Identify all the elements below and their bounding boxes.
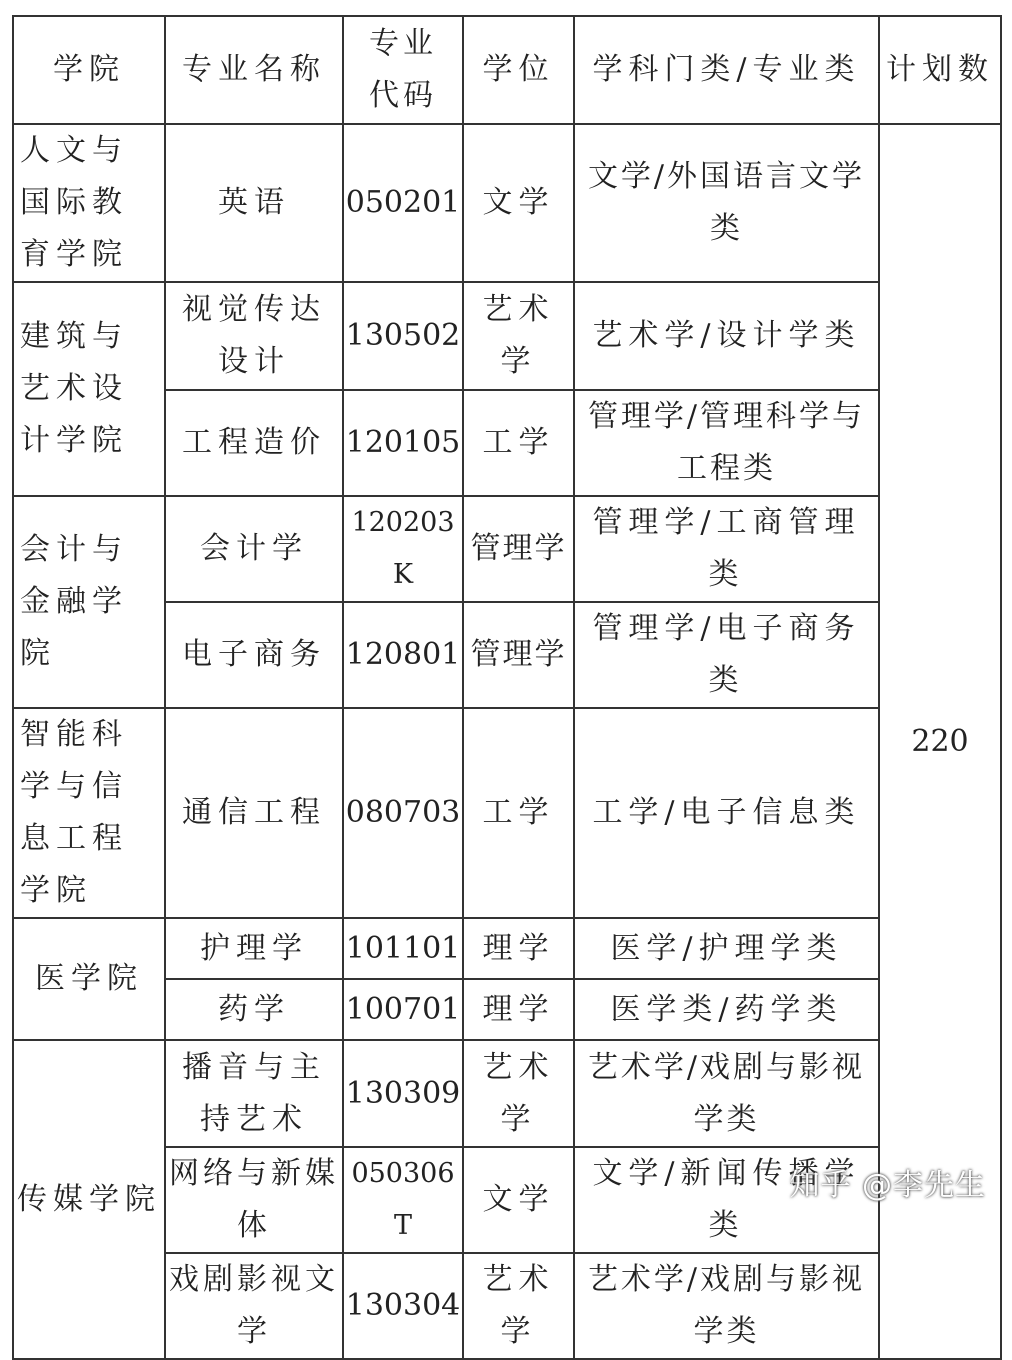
header-category: 学科门类/专业类 bbox=[574, 16, 879, 124]
category-cell: 管理学/工商管理类 bbox=[574, 496, 879, 602]
degree-cell: 管理学 bbox=[463, 496, 574, 602]
code-cell: 130309 bbox=[343, 1040, 463, 1147]
college-cell: 智能科学与信息工程学院 bbox=[13, 708, 165, 918]
category-cell: 工学/电子信息类 bbox=[574, 708, 879, 918]
degree-cell: 文学 bbox=[463, 124, 574, 282]
college-cell: 会计与金融学院 bbox=[13, 496, 165, 708]
category-cell: 文学/外国语言文学类 bbox=[574, 124, 879, 282]
code-cell: 120203K bbox=[343, 496, 463, 602]
code-cell: 101101 bbox=[343, 918, 463, 979]
category-cell: 艺术学/戏剧与影视学类 bbox=[574, 1040, 879, 1147]
table-row bbox=[13, 708, 1001, 918]
code-cell: 120105 bbox=[343, 390, 463, 496]
code-cell: 080703 bbox=[343, 708, 463, 918]
table-row bbox=[13, 918, 1001, 979]
category-cell: 艺术学/戏剧与影视学类 bbox=[574, 1253, 879, 1359]
header-degree: 学位 bbox=[463, 16, 574, 124]
code-cell: 100701 bbox=[343, 979, 463, 1040]
degree-cell: 工学 bbox=[463, 390, 574, 496]
major-cell: 护理学 bbox=[165, 918, 343, 979]
code-cell: 130304 bbox=[343, 1253, 463, 1359]
major-cell: 通信工程 bbox=[165, 708, 343, 918]
major-cell: 工程造价 bbox=[165, 390, 343, 496]
degree-cell: 理学 bbox=[463, 979, 574, 1040]
college-cell: 传媒学院 bbox=[13, 1040, 165, 1359]
plan-count-cell: 220 bbox=[879, 124, 1001, 1359]
major-cell: 网络与新媒体 bbox=[165, 1147, 343, 1253]
category-cell: 管理学/管理科学与工程类 bbox=[574, 390, 879, 496]
code-cell: 050201 bbox=[343, 124, 463, 282]
table-row bbox=[13, 124, 1001, 282]
college-cell: 人文与国际教育学院 bbox=[13, 124, 165, 282]
major-cell: 视觉传达设计 bbox=[165, 282, 343, 390]
category-cell: 文学/新闻传播学类 bbox=[574, 1147, 879, 1253]
header-college: 学院 bbox=[13, 16, 165, 124]
major-cell: 药学 bbox=[165, 979, 343, 1040]
college-cell: 医学院 bbox=[13, 918, 165, 1040]
degree-cell: 艺术学 bbox=[463, 282, 574, 390]
major-cell: 会计学 bbox=[165, 496, 343, 602]
major-cell: 英语 bbox=[165, 124, 343, 282]
code-cell: 050306T bbox=[343, 1147, 463, 1253]
degree-cell: 工学 bbox=[463, 708, 574, 918]
category-cell: 管理学/电子商务类 bbox=[574, 602, 879, 708]
table-row bbox=[13, 496, 1001, 602]
college-cell: 建筑与艺术设计学院 bbox=[13, 282, 165, 496]
degree-cell: 管理学 bbox=[463, 602, 574, 708]
category-cell: 艺术学/设计学类 bbox=[574, 282, 879, 390]
degree-cell: 艺术学 bbox=[463, 1040, 574, 1147]
zhihu-watermark: 知乎 @李先生 bbox=[789, 1168, 986, 1203]
major-cell: 播音与主持艺术 bbox=[165, 1040, 343, 1147]
category-cell: 医学类/药学类 bbox=[574, 979, 879, 1040]
table-row bbox=[13, 282, 1001, 390]
category-cell: 医学/护理学类 bbox=[574, 918, 879, 979]
table-row bbox=[13, 1040, 1001, 1147]
major-cell: 戏剧影视文学 bbox=[165, 1253, 343, 1359]
major-cell: 电子商务 bbox=[165, 602, 343, 708]
enrollment-plan-table bbox=[12, 15, 1002, 1360]
degree-cell: 理学 bbox=[463, 918, 574, 979]
code-cell: 130502 bbox=[343, 282, 463, 390]
header-code: 专业 代码 bbox=[343, 16, 463, 124]
degree-cell: 艺术学 bbox=[463, 1253, 574, 1359]
header-major: 专业名称 bbox=[165, 16, 343, 124]
degree-cell: 文学 bbox=[463, 1147, 574, 1253]
header-row bbox=[13, 16, 1001, 124]
header-plan-count: 计划数 bbox=[879, 16, 1001, 124]
code-cell: 120801 bbox=[343, 602, 463, 708]
